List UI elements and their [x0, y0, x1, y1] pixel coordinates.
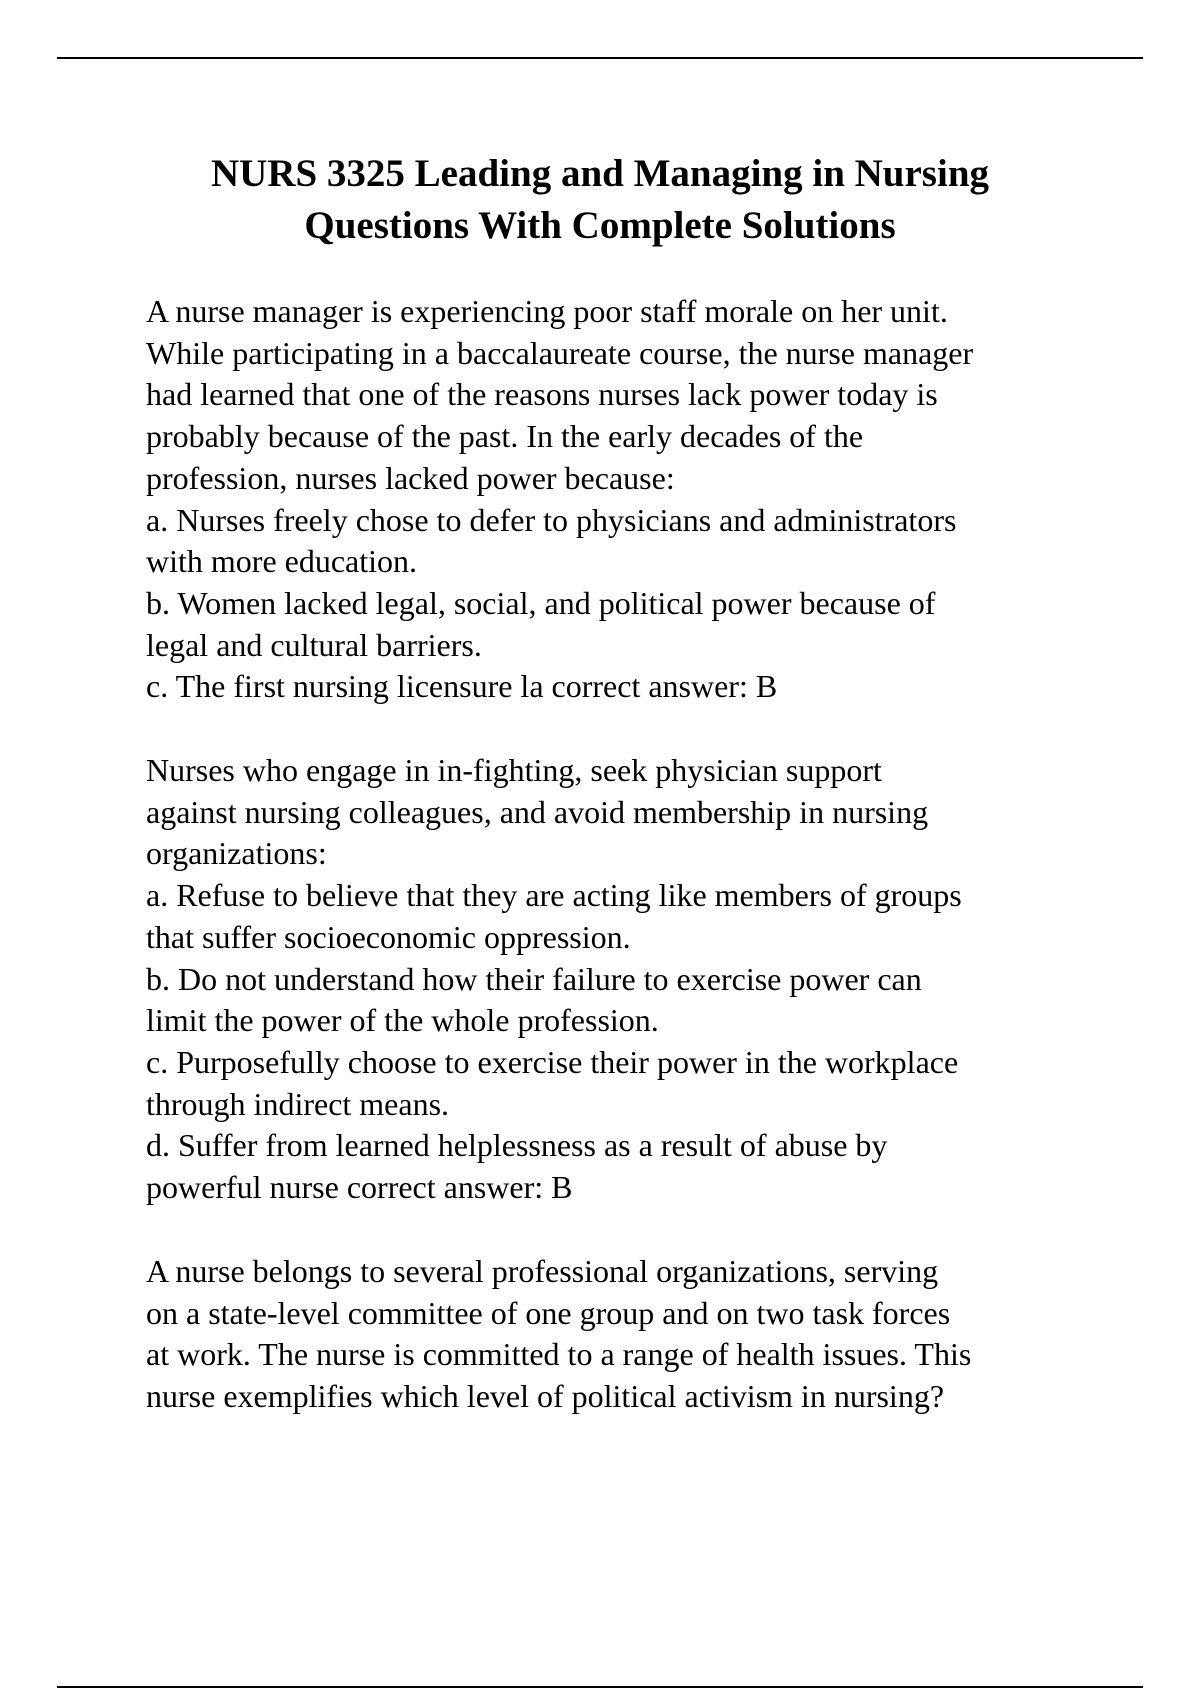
answer-option-b: b. Do not understand how their failure to exercise power can [146, 960, 922, 997]
title-line: NURS 3325 Leading and Managing in Nursing [210, 152, 990, 195]
document-title [57, 148, 1143, 252]
answer-option-b: b. Women lacked legal, social, and political power because of [146, 584, 936, 621]
question-1 [146, 291, 1106, 708]
answer-option-a: a. Refuse to believe that they are acting like members of groups [146, 877, 962, 914]
answer-option-a: with more education. [146, 543, 418, 580]
question-2 [146, 750, 1106, 1209]
title-line: Questions With Complete Solutions [304, 204, 896, 247]
question-text-line: While participating in a baccalaureate course, the nurse manager [146, 334, 974, 371]
footer-rule [57, 1686, 1143, 1688]
answer-option-c: through indirect means. [146, 1085, 450, 1122]
question-text-line: at work. The nurse is committed to a range of health issues. This [146, 1336, 972, 1373]
question-text-line: nurse exemplifies which level of political activism in nursing? [146, 1378, 945, 1415]
answer-option-b: limit the power of the whole profession. [146, 1002, 659, 1039]
answer-option-c: c. The first nursing licensure la correct answer: B [146, 668, 778, 705]
answer-option-a: a. Nurses freely chose to defer to physicians and administrators [146, 501, 957, 538]
answer-option-b: legal and cultural barriers. [146, 626, 482, 663]
answer-option-a: that suffer socioeconomic oppression. [146, 918, 631, 955]
question-text-line: probably because of the past. In the early decades of the [146, 418, 864, 455]
header-rule [57, 57, 1143, 59]
question-text-line: against nursing colleagues, and avoid membership in nursing [146, 793, 929, 830]
question-3 [146, 1251, 1106, 1418]
answer-option-d: powerful nurse correct answer: B [146, 1169, 573, 1206]
answer-option-d: d. Suffer from learned helplessness as a result of abuse by [146, 1127, 888, 1164]
question-text-line: Nurses who engage in in-fighting, seek physician support [146, 752, 882, 788]
question-text-line: A nurse belongs to several professional organizations, serving [146, 1253, 939, 1289]
question-text-line: organizations: [146, 835, 327, 872]
question-text-line: had learned that one of the reasons nurses lack power today is [146, 376, 938, 413]
question-text-line: A nurse manager is experiencing poor staff morale on her unit. [146, 293, 948, 329]
question-text-line: on a state-level committee of one group and on two task forces [146, 1294, 951, 1331]
answer-option-c: c. Purposefully choose to exercise their power in the workplace [146, 1043, 959, 1080]
question-text-line: profession, nurses lacked power because: [146, 459, 675, 496]
